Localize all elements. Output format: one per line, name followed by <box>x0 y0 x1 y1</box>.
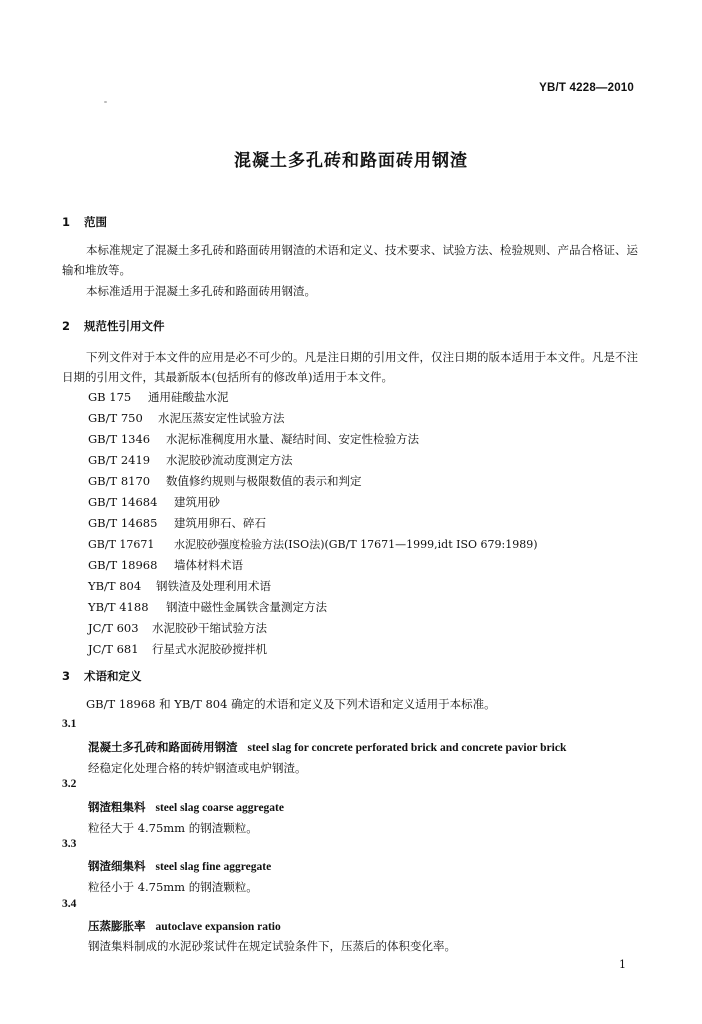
term-english: steel slag for concrete perforated brick and concrete pavior brick <box>247 742 567 754</box>
term-english: steel slag coarse aggregate <box>155 802 284 814</box>
reference-item: GB/T 750 水泥压蒸安定性试验方法 <box>88 411 285 425</box>
page-number: 1 <box>619 958 626 971</box>
reference-item: GB/T 14684 建筑用砂 <box>88 495 220 509</box>
term-definition: 钢渣集料制成的水泥砂浆试件在规定试验条件下，压蒸后的体积变化率。 <box>88 939 456 953</box>
reference-item: JC/T 603 水泥胶砂干缩试验方法 <box>88 621 267 635</box>
document-title: 混凝土多孔砖和路面砖用钢渣 <box>234 151 468 171</box>
reference-item: GB/T 18968 墙体材料术语 <box>88 558 243 572</box>
term-chinese: 钢渣细集料 <box>88 859 146 873</box>
term-english: steel slag fine aggregate <box>155 861 272 873</box>
scope-paragraph-2: 本标准适用于混凝土多孔砖和路面砖用钢渣。 <box>86 284 316 298</box>
section-title: 范围 <box>84 215 107 229</box>
clause-number: 3.1 <box>62 718 77 730</box>
reference-item: GB 175 通用硅酸盐水泥 <box>88 390 229 404</box>
clause-number: 3.2 <box>62 778 77 790</box>
reference-item: GB/T 2419 水泥胶砂流动度测定方法 <box>88 453 293 467</box>
terms-intro: GB/T 18968 和 YB/T 804 确定的术语和定义及下列术语和定义适用于本标准。 <box>86 697 496 711</box>
section-number: 2 <box>62 319 71 333</box>
term-entry <box>88 739 566 755</box>
scan-speck <box>104 101 107 103</box>
reference-item: YB/T 804 钢铁渣及处理利用术语 <box>88 579 271 593</box>
reference-item: GB/T 8170 数值修约规则与极限数值的表示和判定 <box>88 474 362 488</box>
term-entry <box>88 858 271 874</box>
scope-paragraph-1: 本标准规定了混凝土多孔砖和路面砖用钢渣的术语和定义、技术要求、试验方法、检验规则、产品合格证、运输和堆放等。 <box>62 243 638 277</box>
section-3-heading <box>62 668 142 684</box>
reference-item: YB/T 4188 钢渣中磁性金属铁含量测定方法 <box>88 600 327 614</box>
term-definition: 经稳定化处理合格的转炉钢渣或电炉钢渣。 <box>88 761 307 775</box>
section-number: 1 <box>62 215 71 229</box>
reference-item: GB/T 14685 建筑用卵石、碎石 <box>88 516 266 530</box>
reference-item: GB/T 1346 水泥标准稠度用水量、凝结时间、安定性检验方法 <box>88 432 419 446</box>
section-2-heading <box>62 318 165 334</box>
section-1-heading <box>62 214 107 230</box>
clause-number: 3.4 <box>62 898 77 910</box>
term-english: autoclave expansion ratio <box>155 921 281 933</box>
term-entry <box>88 799 284 815</box>
term-chinese: 钢渣粗集料 <box>88 800 146 814</box>
standard-code: YB/T 4228—2010 <box>539 82 634 94</box>
term-chinese: 混凝土多孔砖和路面砖用钢渣 <box>88 740 238 754</box>
term-definition: 粒径大于 4.75mm 的钢渣颗粒。 <box>88 821 258 835</box>
reference-item: GB/T 17671 水泥胶砂强度检验方法(ISO法)(GB/T 17671—1999,idt ISO 679:1989) <box>88 538 538 551</box>
references-intro: 下列文件对于本文件的应用是必不可少的。凡是注日期的引用文件，仅注日期的版本适用于本文件。凡是不注日期的引用文件，其最新版本(包括所有的修改单)适用于本文件。 <box>62 350 638 384</box>
term-chinese: 压蒸膨胀率 <box>88 919 146 933</box>
section-title: 术语和定义 <box>84 669 142 683</box>
term-entry <box>88 918 281 934</box>
clause-number: 3.3 <box>62 838 77 850</box>
reference-item: JC/T 681 行星式水泥胶砂搅拌机 <box>88 642 267 656</box>
term-definition: 粒径小于 4.75mm 的钢渣颗粒。 <box>88 880 258 894</box>
section-number: 3 <box>62 669 71 683</box>
section-title: 规范性引用文件 <box>84 319 165 333</box>
